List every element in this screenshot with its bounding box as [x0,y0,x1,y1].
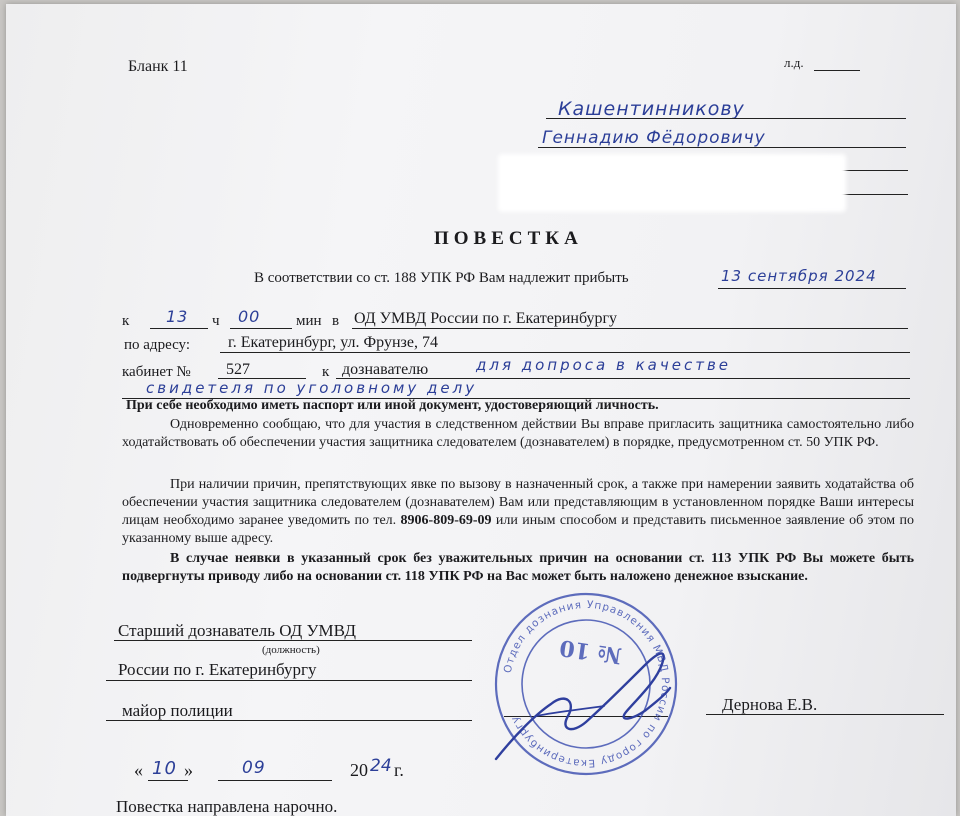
minute-line [230,328,292,329]
passport-note: При себе необходимо иметь паспорт или иной документ, удостоверяющий личность. [126,398,659,413]
issue-year-prefix: 20 [350,760,368,780]
rank-line [106,720,472,721]
signatory-position-1: Старший дознаватель ОД УМВД [118,621,356,640]
redaction-block [498,154,846,212]
summons-document [6,4,956,816]
time-prefix: к [122,313,130,329]
recipient-name: Геннадию Фёдоровичу [542,128,766,148]
recipient-surname: Кашентинникову [558,98,745,120]
notification-text-2: или иным способом и представить письменное заявление об этом по указанному выше адресу. [122,513,915,546]
notification-text-1: При наличии причин, препятствующих явке по вызову в назначенный срок, а также при намерении заявить ходатайства об обеспечении участия защитника следователем (дознавателем) Вам или представляющим в установленном порядке Ваши интересы лицам необходимо заранее уведомить по тел. [122,477,914,528]
recipient-line-1 [546,118,906,119]
organization-name: ОД УМВД России по г. Екатеринбургу [354,310,618,327]
address-value: г. Екатеринбург, ул. Фрунзе, 74 [228,334,438,351]
name-line [706,714,944,715]
delivery-note: Повестка направлена нарочно. [116,797,338,816]
contact-phone: 8906-809-69-09 [400,513,492,528]
day-line [148,780,188,781]
summons-intro: В соответствии со ст. 188 УПК РФ Вам надлежит прибыть [254,270,629,286]
form-label: Бланк 11 [128,58,188,75]
time-to: в [332,313,340,329]
organization-line [352,328,908,329]
officer-title: дознавателю [342,361,429,378]
month-line [218,780,332,781]
address-label: по адресу: [124,337,191,353]
official-stamp [476,584,696,784]
case-label: л.д. [784,55,804,70]
warning-paragraph: В случае неявки в указанный срок без уважительных причин на основании ст. 113 УПК РФ Вы можете быть подвергнуты приводу либо на основании ст. 118 УПК РФ на Вас может быть наложено денежное взыскание. [122,551,914,584]
office-to: к [322,364,330,380]
stamp-ring-text: Отдел дознания Управления МВД России по городу Екатеринбургу [501,598,672,770]
summons-purpose-1: для допроса в качестве [476,356,732,374]
time-hour: 13 [166,307,189,326]
minute-unit: мин [296,313,322,329]
summons-purpose-2: свидетеля по уголовному делу [146,379,478,397]
issue-year-suffix: 24 [370,756,392,776]
position-line-2 [106,680,472,681]
stamp-number: № 10 [557,634,624,669]
signatory-position-2: России по г. Екатеринбургу [118,660,317,679]
notification-paragraph [122,476,914,548]
hour-line [150,328,208,329]
office-number: 527 [226,361,250,378]
position-caption: (должность) [262,644,320,656]
date-open-quote: « [134,760,143,780]
stamp-inner-ring [514,612,659,757]
summons-date: 13 сентября 2024 [721,267,877,285]
defender-paragraph: Одновременно сообщаю, что для участия в следственном действии Вы вправе пригласить защитника самостоятельно либо ходатайствовать об обеспечении участия защитника следователем (дознавателем) в порядке, предусмотренном ст. 50 УПК РФ. [122,417,914,450]
address-line [220,352,910,353]
issue-month: 09 [242,758,266,778]
issue-day: 10 [152,758,177,779]
hour-unit: ч [212,313,220,329]
recipient-line-2 [538,147,906,148]
signatory-name: Дернова Е.В. [722,695,818,714]
stamp-outer-ring [484,584,687,784]
document-title: ПОВЕСТКА [434,228,583,249]
summons-date-line [718,288,906,289]
issue-year-unit: г. [394,760,404,780]
signatory-rank: майор полиции [122,701,233,720]
case-number-line [814,70,860,71]
time-minute: 00 [238,307,261,326]
office-label: кабинет № [122,364,191,380]
date-close-quote: » [184,760,193,780]
